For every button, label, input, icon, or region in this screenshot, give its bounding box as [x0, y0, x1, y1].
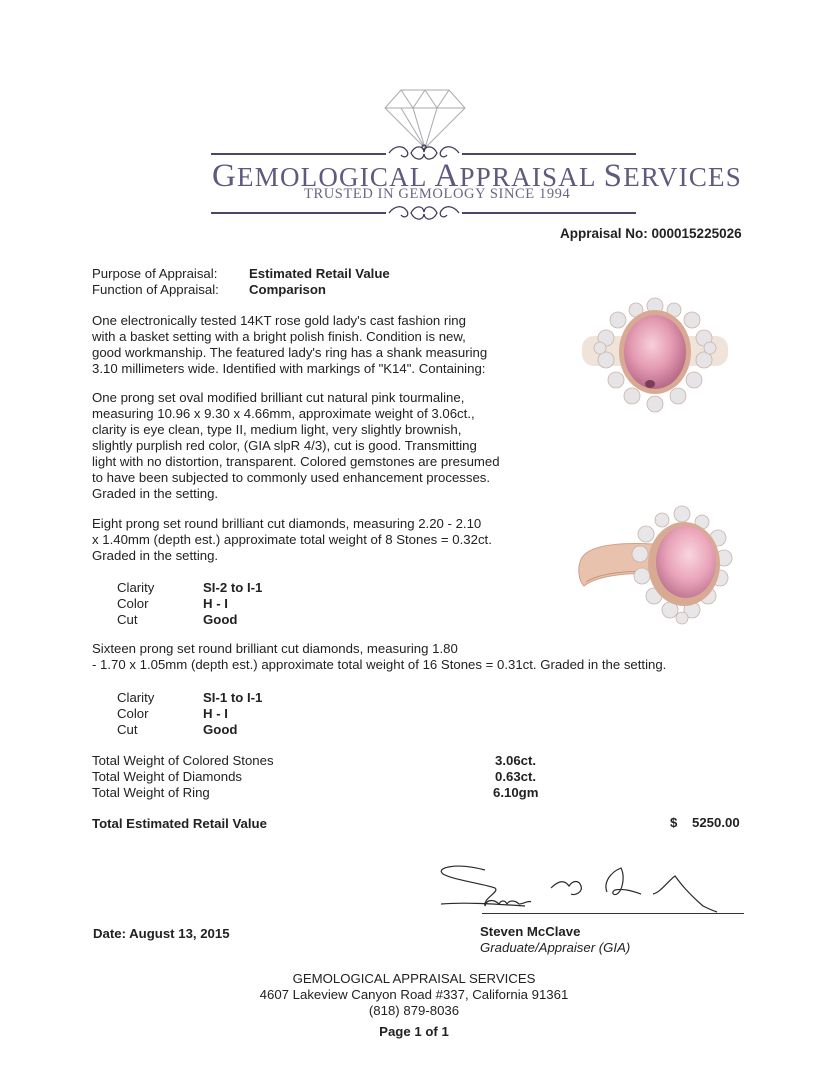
- company-name-part: ERVICES: [623, 162, 742, 192]
- total-value: 6.10gm: [493, 785, 539, 800]
- diamond-line: Eight prong set round brilliant cut diamonds, measuring 2.20 - 2.10: [92, 516, 482, 531]
- company-name-initial: A: [434, 158, 460, 194]
- grade-label: Cut: [117, 722, 138, 737]
- ring-side-view-image: [574, 502, 744, 632]
- grade-row-clarity: [117, 690, 262, 706]
- appraiser-name: Steven McClave: [480, 924, 581, 939]
- logo-bottom-rule-left: [211, 212, 386, 214]
- total-label: Total Weight of Diamonds: [92, 769, 243, 784]
- total-label: Total Weight of Colored Stones: [92, 753, 274, 768]
- grade-label: Clarity: [117, 580, 155, 595]
- totals-table: [92, 753, 552, 801]
- logo-top-rule-right: [462, 153, 636, 155]
- appraisal-date: Date: August 13, 2015: [93, 926, 230, 941]
- grade-row-cut: [117, 612, 262, 628]
- grade-row-cut: [117, 722, 262, 738]
- logo-bottom-rule-right: [462, 212, 636, 214]
- company-name-part: EMOLOGICAL: [237, 162, 435, 192]
- grade-value: SI-2 to I-1: [203, 580, 263, 595]
- center-stone-line: clarity is eye clean, type II, medium light, very slightly brownish,: [92, 422, 462, 437]
- center-stone-line: One prong set oval modified brilliant cut natural pink tourmaline,: [92, 390, 465, 405]
- center-stone-line: to have been subjected to commonly used enhancement processes.: [92, 470, 491, 485]
- company-name-part: PPRAISAL: [459, 162, 604, 192]
- grade-value: Good: [203, 722, 238, 737]
- footer-address: 4607 Lakeview Canyon Road #337, California 91361: [259, 987, 569, 1002]
- grade-label: Clarity: [117, 690, 155, 705]
- diamonds-group1-grades: [117, 580, 262, 628]
- center-stone-line: slightly purplish red color, (GIA slpR 4/3), cut is good. Transmitting: [92, 438, 477, 453]
- purpose-row: [92, 266, 390, 282]
- grade-label: Color: [117, 596, 149, 611]
- function-value: Comparison: [249, 282, 326, 297]
- center-stone-description: [92, 390, 500, 502]
- appraisal-number: Appraisal No: 000015225026: [560, 226, 742, 241]
- retail-value-currency: $: [670, 815, 678, 830]
- total-row: [92, 753, 552, 769]
- scroll-ornament-icon: [385, 203, 463, 223]
- total-row: [92, 785, 552, 801]
- footer-company: GEMOLOGICAL APPRAISAL SERVICES: [292, 971, 536, 986]
- signature-line: [482, 913, 744, 914]
- grade-row-color: [117, 706, 262, 722]
- center-stone-line: Graded in the setting.: [92, 486, 219, 501]
- company-name-initial: G: [212, 158, 238, 194]
- total-label: Total Weight of Ring: [92, 785, 210, 800]
- function-label: Function of Appraisal:: [92, 282, 219, 297]
- grade-value: H - I: [203, 596, 228, 611]
- center-stone-line: measuring 10.96 x 9.30 x 4.66mm, approximate weight of 3.06ct.,: [92, 406, 475, 421]
- page-number: Page 1 of 1: [379, 1024, 449, 1039]
- diamonds-group2-grades: [117, 690, 262, 738]
- total-value: 3.06ct.: [495, 753, 537, 768]
- retail-value-amount: 5250.00: [692, 815, 740, 830]
- description-line: 3.10 millimeters wide. Identified with markings of "K14". Containing:: [92, 361, 486, 376]
- total-value: 0.63ct.: [495, 769, 537, 784]
- function-row: [92, 282, 390, 298]
- ring-description: [92, 313, 487, 377]
- company-tagline: TRUSTED IN GEMOLOGY SINCE 1994: [304, 186, 571, 202]
- description-line: good workmanship. The featured lady's ring has a shank measuring: [92, 345, 488, 360]
- grade-value: H - I: [203, 706, 228, 721]
- description-line: One electronically tested 14KT rose gold lady's cast fashion ring: [92, 313, 466, 328]
- grade-row-clarity: [117, 580, 262, 596]
- grade-value: SI-1 to I-1: [203, 690, 263, 705]
- diamond-line: Sixteen prong set round brilliant cut diamonds, measuring 1.80: [92, 641, 458, 656]
- diamond-line: x 1.40mm (depth est.) approximate total weight of 8 Stones = 0.32ct.: [92, 532, 492, 547]
- company-name-initial: S: [603, 158, 624, 194]
- purpose-section: [92, 266, 390, 298]
- diamond-line: - 1.70 x 1.05mm (depth est.) approximate total weight of 16 Stones = 0.31ct. Graded in the setting.: [92, 657, 667, 672]
- grade-row-color: [117, 596, 262, 612]
- grade-label: Color: [117, 706, 149, 721]
- diamonds-group1-description: [92, 516, 492, 564]
- purpose-label: Purpose of Appraisal:: [92, 266, 218, 281]
- description-line: with a basket setting with a bright polish finish. Condition is new,: [92, 329, 466, 344]
- footer: [214, 971, 614, 1040]
- diamond-line: Graded in the setting.: [92, 548, 219, 563]
- purpose-value: Estimated Retail Value: [249, 266, 390, 281]
- retail-value-label: Total Estimated Retail Value: [92, 816, 267, 831]
- logo-top-rule-left: [211, 153, 386, 155]
- grade-value: Good: [203, 612, 238, 627]
- appraiser-title: Graduate/Appraiser (GIA): [480, 940, 631, 955]
- diamond-icon: [383, 88, 467, 150]
- center-stone-line: light with no distortion, transparent. Colored gemstones are presumed: [92, 454, 500, 469]
- footer-phone: (818) 879-8036: [368, 1003, 460, 1018]
- signature-icon: [435, 862, 745, 918]
- diamonds-group2-description: [92, 641, 666, 673]
- grade-label: Cut: [117, 612, 138, 627]
- ring-top-view-image: [580, 292, 730, 422]
- total-row: [92, 769, 552, 785]
